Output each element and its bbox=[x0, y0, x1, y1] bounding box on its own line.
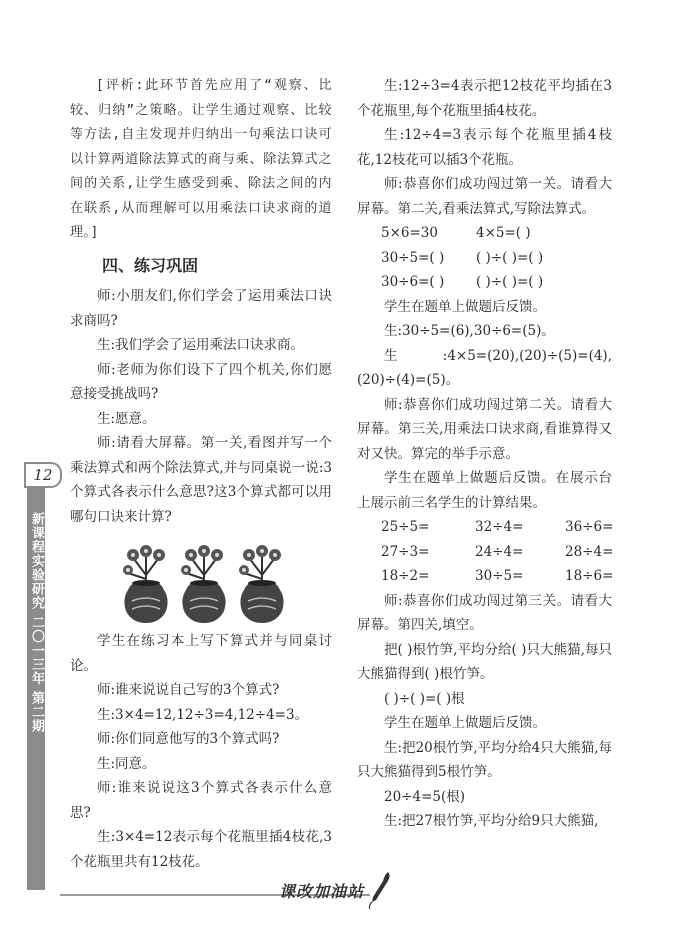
paragraph: 师:小朋友们,你们学会了运用乘法口诀求商吗? bbox=[70, 288, 332, 329]
calc-item: 24÷4= bbox=[475, 543, 524, 560]
commentary: [评析:此环节首先应用了“观察、比较、归纳”之策略。让学生通过观察、比较等方法,自主发现并归纳出一句乘法口诀可以计算两道除法算式的商与乘、除法算式之间的关系,让学生感受到乘、除法之间的内在联系,从而理解可以用乘法口诀求商的道理。] bbox=[70, 78, 332, 240]
calc-item: 28÷4= bbox=[565, 543, 614, 560]
paragraph: 生:12÷4=3表示每个花瓶里插4枝花,12枝花可以插3个花瓶。 bbox=[357, 127, 612, 168]
paragraph: 生:30÷5=(6),30÷6=(5)。 bbox=[384, 323, 555, 339]
calc-item: 30÷5= bbox=[475, 568, 524, 584]
paragraph: 生:3×4=12,12÷3=4,12÷4=3。 bbox=[97, 706, 309, 723]
page-number: 12 bbox=[24, 462, 62, 488]
equation: ( )÷( )=( ) bbox=[476, 274, 544, 290]
calc-grid bbox=[357, 515, 612, 589]
paragraph: 师:谁来说说这3个算式各表示什么意思? bbox=[70, 780, 332, 821]
flower-vases-illustration bbox=[70, 535, 332, 625]
paragraph: 生:愿意。 bbox=[97, 410, 156, 427]
equation: 5×6=30 bbox=[381, 225, 438, 241]
paragraph: 师:请看大屏幕。第一关,看图并写一个乘法算式和两个除法算式,并与同桌说一说:3个算式各表示什么意思?这3个算式都可以用哪句口诀来计算? bbox=[70, 435, 332, 525]
calc-item: 36÷6= bbox=[565, 519, 614, 535]
paragraph: 生:把27根竹笋,平均分给9只大熊猫, bbox=[384, 813, 599, 829]
paragraph: 师:你们同意他写的3个算式吗? bbox=[97, 731, 280, 747]
paragraph: 师:谁来说说自己写的3个算式? bbox=[97, 682, 280, 698]
paragraph: 生:4×5=(20),(20)÷(5)=(4),(20)÷(4)=(5)。 bbox=[357, 347, 612, 388]
paragraph: 学生在题单上做题后反馈。 bbox=[384, 298, 546, 315]
pen-icon bbox=[366, 870, 392, 910]
equation: 30÷6=( ) bbox=[381, 274, 445, 290]
equation: ( )÷( )=( ) bbox=[476, 249, 544, 266]
paragraph: 师:恭喜你们成功闯过第二关。请看大屏幕。第三关,用乘法口诀求商,看谁算得又对又快。算完的举手示意。 bbox=[357, 396, 612, 462]
paragraph: 师:恭喜你们成功闯过第三关。请看大屏幕。第四关,填空。 bbox=[357, 592, 612, 633]
paragraph: 师:老师为你们设下了四个机关,你们愿意接受挑战吗? bbox=[70, 361, 332, 402]
paragraph: 生:我们学会了运用乘法口诀求商。 bbox=[97, 337, 305, 353]
footer-label: 课改加油站 bbox=[279, 882, 365, 901]
equation: 4×5=( ) bbox=[476, 225, 531, 241]
paragraph: 师:恭喜你们成功闯过第一关。请看大屏幕。第二关,看乘法算式,写除法算式。 bbox=[357, 176, 612, 217]
calc-item: 32÷4= bbox=[475, 519, 524, 535]
right-column bbox=[357, 74, 612, 834]
paragraph: 20÷4=5(根) bbox=[384, 788, 466, 805]
paragraph: 学生在练习本上写下算式并与同桌讨论。 bbox=[70, 633, 332, 674]
left-column bbox=[70, 74, 332, 874]
paragraph: 生:同意。 bbox=[97, 755, 156, 772]
journal-label: 新课程实验研究 二〇一三年 第二期 bbox=[29, 512, 44, 734]
paragraph: 生:12÷3=4表示把12枝花平均插在3个花瓶里,每个花瓶里插4枝花。 bbox=[357, 78, 612, 119]
calc-item: 18÷6= bbox=[565, 568, 614, 584]
equation: 30÷5=( ) bbox=[381, 249, 445, 266]
equation-grid bbox=[357, 221, 612, 295]
paragraph: 学生在题单上做题后反馈。 bbox=[384, 715, 546, 731]
calc-item: 27÷3= bbox=[381, 543, 430, 560]
calc-item: 25÷5= bbox=[381, 519, 430, 535]
paragraph: 生:把20根竹笋,平均分给4只大熊猫,每只大熊猫得到5根竹笋。 bbox=[357, 739, 612, 780]
section-heading: 四、练习巩固 bbox=[102, 255, 199, 275]
paragraph: 生:3×4=12表示每个花瓶里插4枝花,3个花瓶里共有12枝花。 bbox=[70, 829, 332, 870]
paragraph: 把( )根竹笋,平均分给( )只大熊猫,每只大熊猫得到( )根竹笋。 bbox=[357, 641, 612, 682]
calc-item: 18÷2= bbox=[381, 568, 430, 584]
paragraph: 学生在题单上做题后反馈。在展示台上展示前三名学生的计算结果。 bbox=[357, 470, 612, 511]
paragraph: ( )÷( )=( )根 bbox=[384, 690, 465, 707]
